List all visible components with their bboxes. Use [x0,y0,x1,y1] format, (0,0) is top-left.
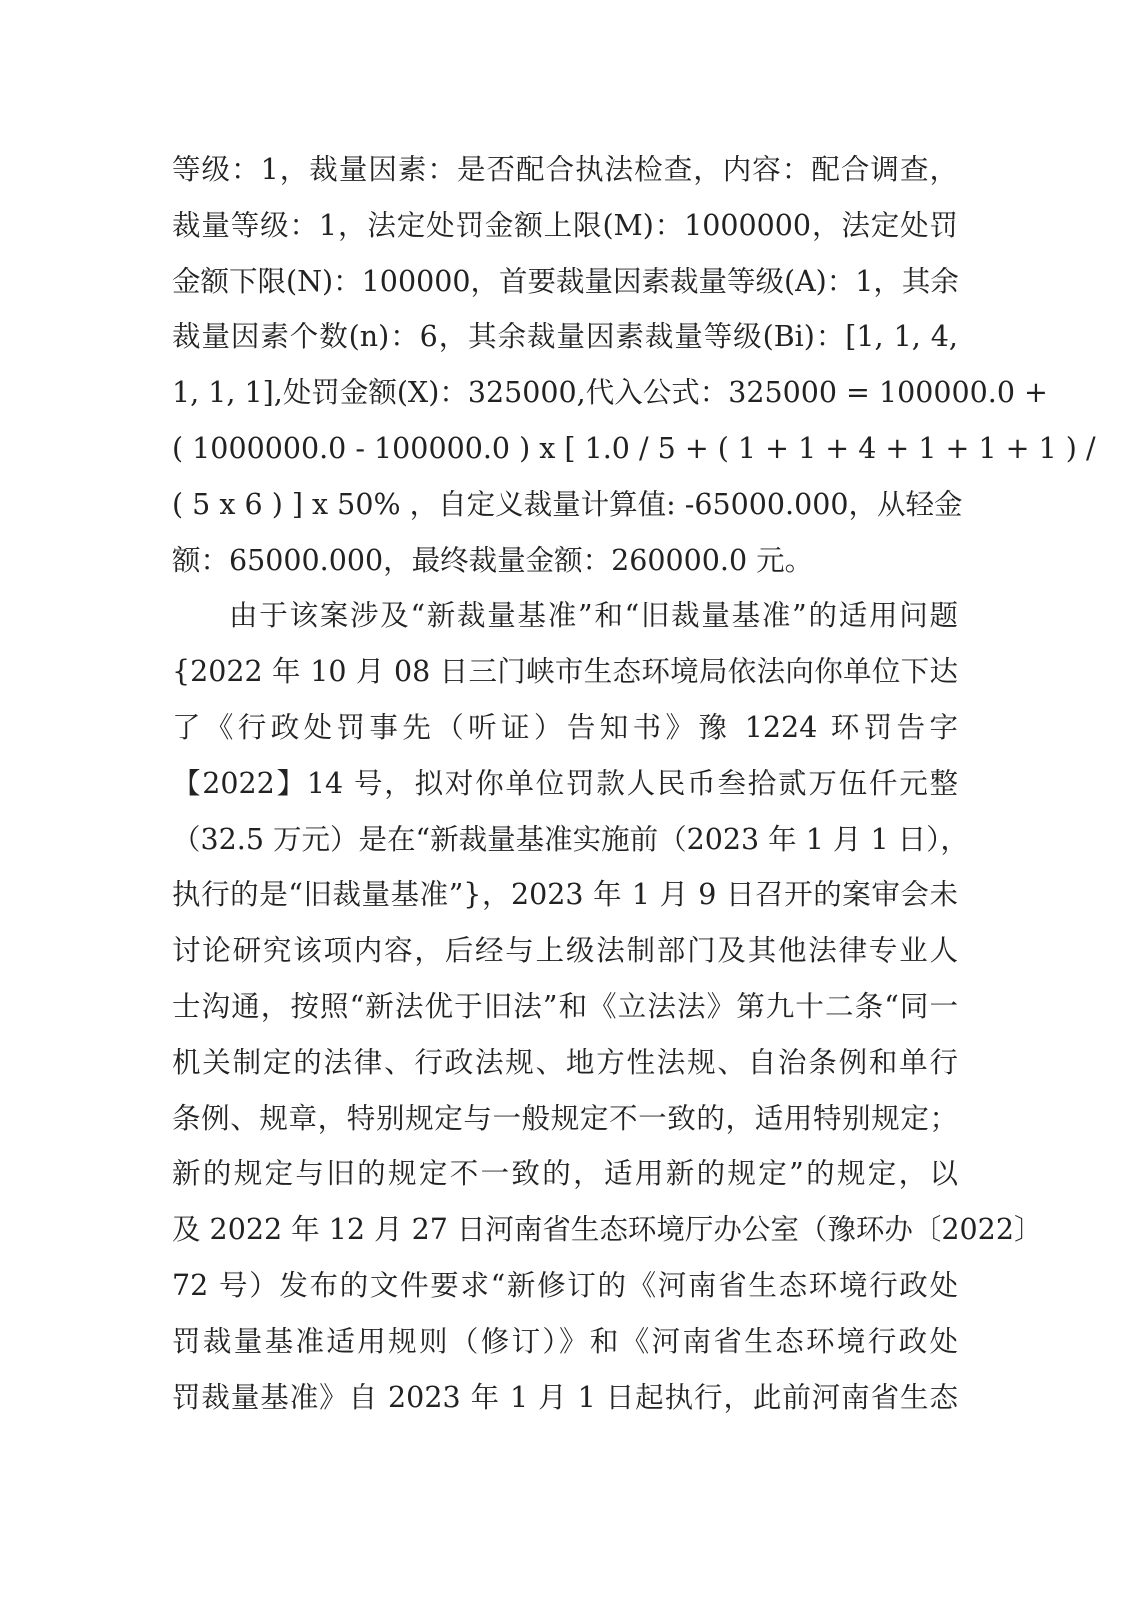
text-line: 罚裁量基准适用规则（修订）》和《河南省生态环境行政处 [172,1324,958,1358]
text-line: 条例、规章，特别规定与一般规定不一致的，适用特别规定； [172,1101,958,1135]
paragraph-first-line: 由于该案涉及“新裁量基准”和“旧裁量基准”的适用问题 [229,599,958,633]
text-line: ( 1000000.0 - 100000.0 ) x [ 1.0 / 5 + ( 1 + 1 + 4 + 1 + 1 + 1 ) / [172,431,1096,465]
text-line: 等级：1，裁量因素：是否配合执法检查，内容：配合调查， [172,153,958,186]
text-line: 额：65000.000，最终裁量金额：260000.0 元。 [172,543,814,577]
text-line: 金额下限(N)：100000，首要裁量因素裁量等级(A)：1，其余 [172,264,959,298]
text-line: 新的规定与旧的规定不一致的，适用新的规定”的规定，以 [172,1157,958,1191]
text-line: {2022 年 10 月 08 日三门峡市生态环境局依法向你单位下达 [172,655,958,689]
text-line: 及 2022 年 12 月 27 日河南省生态环境厅办公室（豫环办〔2022〕 [172,1213,1043,1247]
text-line: （32.5 万元）是在“新裁量基准实施前（2023 年 1 月 1 日）， [172,822,969,856]
text-line: ( 5 x 6 ) ] x 50% ，自定义裁量计算值: -65000.000，从轻金 [172,487,963,521]
text-line: 士沟通，按照“新法优于旧法”和《立法法》第九十二条“同一 [172,989,958,1023]
text-line: 了《行政处罚事先（听证）告知书》豫 1224 环罚告字 [172,710,958,744]
body-text [172,150,1096,1433]
text-line: 72 号）发布的文件要求“新修订的《河南省生态环境行政处 [172,1268,958,1302]
text-line: 【2022】14 号，拟对你单位罚款人民币叁拾贰万伍仟元整 [172,766,958,800]
text-line: 讨论研究该项内容，后经与上级法制部门及其他法律专业人 [172,934,958,968]
text-line: 机关制定的法律、行政法规、地方性法规、自治条例和单行 [172,1045,958,1079]
text-line: 执行的是“旧裁量基准”}，2023 年 1 月 9 日召开的案审会未 [172,878,958,912]
text-line: 裁量等级：1，法定处罚金额上限(M)：1000000，法定处罚 [172,208,958,242]
text-line: 罚裁量基准》自 2023 年 1 月 1 日起执行，此前河南省生态 [172,1380,958,1414]
text-line: 裁量因素个数(n)：6，其余裁量因素裁量等级(Bi)：[1, 1, 4, [172,320,958,354]
text-line: 1, 1, 1],处罚金额(X)：325000,代入公式：325000 = 100000.0 + [172,376,1048,410]
